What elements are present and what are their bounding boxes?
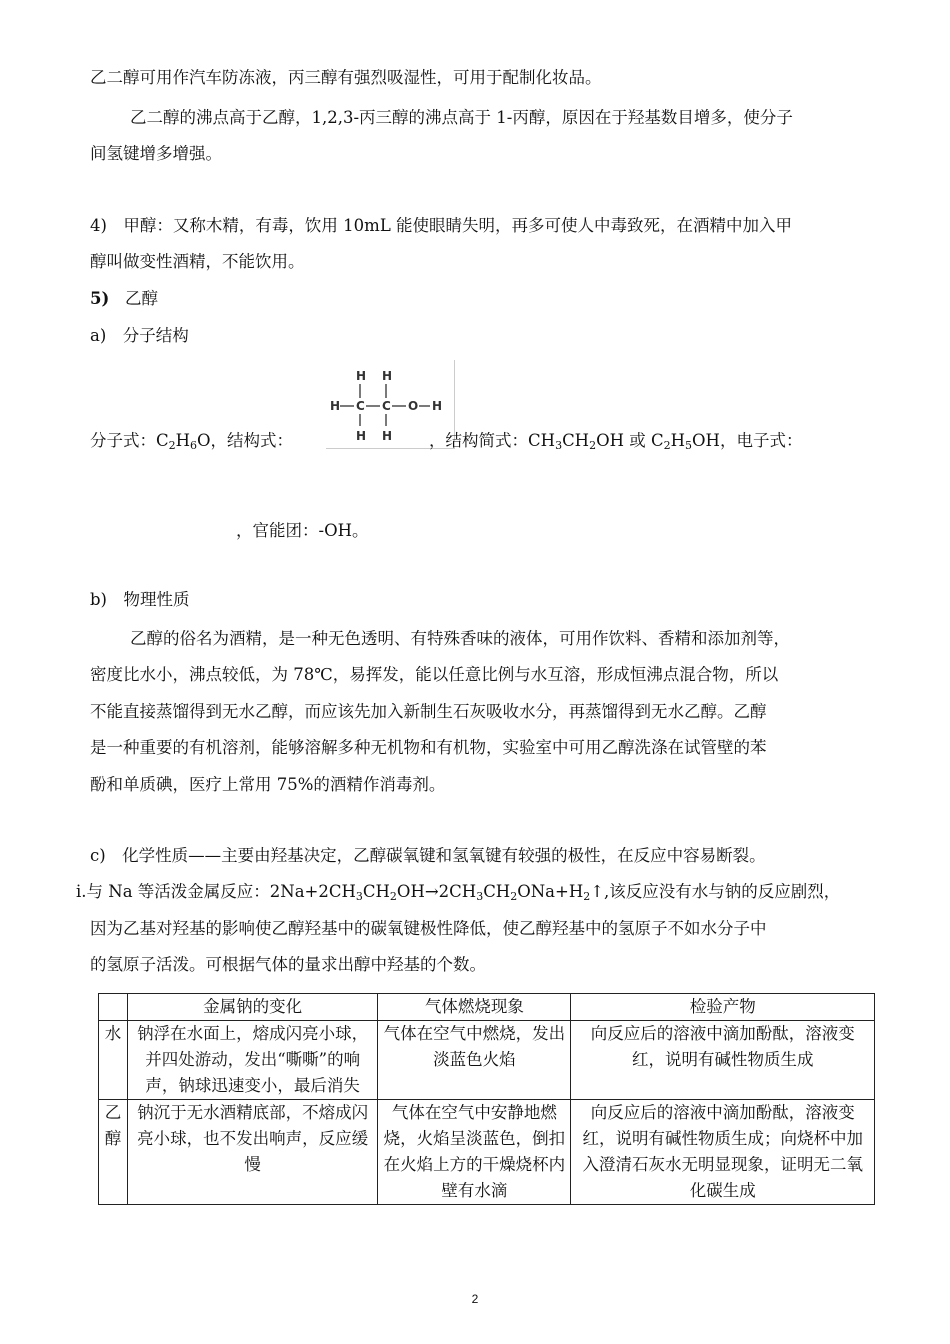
page-number: 2 bbox=[471, 1292, 479, 1306]
condensed-formula: $CH_3CH_2OH$ 或 $C_2H_5OH$ bbox=[528, 431, 720, 452]
molecular-formula: $C_2H_6O$ bbox=[156, 431, 211, 452]
heading-number: 5) bbox=[90, 289, 110, 308]
methanol-line2: 醇叫做变性酒精，不能饮用。 bbox=[90, 252, 305, 271]
table-header-cell: 检验产物 bbox=[571, 994, 875, 1021]
paragraph-boiling-line1: 乙二醇的沸点高于乙醇，1,2,3-丙三醇的沸点高于 1-丙醇，原因在于羟基数目增多，使分子 bbox=[130, 108, 793, 127]
table-cell: 钠沉于无水酒精底部，不熔成闪亮小球，也不发出响声，反应缓慢 bbox=[127, 1100, 377, 1205]
table-header-cell: 气体燃烧现象 bbox=[378, 994, 571, 1021]
molecular-formula-label: 分子式： bbox=[90, 431, 156, 450]
formula-line bbox=[90, 423, 802, 459]
paragraph-boiling-line2: 间氢键增多增强。 bbox=[90, 144, 222, 163]
table-cell: 钠浮在水面上，熔成闪亮小球，并四处游动，发出“嘶嘶”的响声，钠球迅速变小，最后消失 bbox=[127, 1021, 377, 1100]
reaction-explain-1: 因为乙基对羟基的影响使乙醇羟基中的碳氧键极性降低，使乙醇羟基中的氢原子不如水分子中 bbox=[90, 919, 767, 938]
table-cell: 向反应后的溶液中滴加酚酞，溶液变红，说明有碱性物质生成；向烧杯中加入澄清石灰水无明显现象，证明无二氧化碳生成 bbox=[571, 1100, 875, 1205]
phys-line-3: 不能直接蒸馏得到无水乙醇，而应该先加入新制生石灰吸收水分，再蒸馏得到无水乙醇。乙醇 bbox=[90, 702, 767, 721]
condensed-formula-label: ，结构简式： bbox=[429, 431, 529, 450]
table-cell: 向反应后的溶液中滴加酚酞，溶液变红，说明有碱性物质生成 bbox=[571, 1021, 875, 1100]
table-cell: 气体在空气中燃烧，发出淡蓝色火焰 bbox=[378, 1021, 571, 1100]
subsection-physical: b) 物理性质 bbox=[90, 590, 190, 609]
methanol-line1: 4) 甲醇：又称木精，有毒，饮用 10mL 能使眼睛失明，再多可使人中毒致死，在酒精中加入甲 bbox=[90, 216, 793, 235]
table-row bbox=[99, 1100, 875, 1205]
atom-c-1: C bbox=[356, 399, 365, 413]
atom-h-bottom-1: H bbox=[356, 429, 367, 443]
functional-group: ，官能团：-OH。 bbox=[236, 521, 369, 540]
section-heading-ethanol bbox=[90, 281, 158, 317]
table-header-row bbox=[99, 994, 875, 1021]
atom-h-top-1: H bbox=[356, 369, 367, 383]
comparison-table bbox=[98, 993, 875, 1205]
table-cell: 气体在空气中安静地燃烧，火焰呈淡蓝色，倒扣在火焰上方的干燥烧杯内壁有水滴 bbox=[378, 1100, 571, 1205]
table-row-label: 水 bbox=[99, 1021, 128, 1100]
phys-line-5: 酚和单质碘，医疗上常用 75%的酒精作消毒剂。 bbox=[90, 775, 446, 794]
atom-h-bottom-2: H bbox=[382, 429, 393, 443]
paragraph-glycol-uses: 乙二醇可用作汽车防冻液，丙三醇有强烈吸湿性，可用于配制化妆品。 bbox=[90, 68, 602, 87]
subsection-structure: a) 分子结构 bbox=[90, 326, 189, 345]
table-header-cell bbox=[99, 994, 128, 1021]
table-header-cell: 金属钠的变化 bbox=[127, 994, 377, 1021]
atom-c-2: C bbox=[382, 399, 391, 413]
atom-h-top-2: H bbox=[382, 369, 393, 383]
phys-line-2: 密度比水小，沸点较低，为 78℃，易挥发，能以任意比例与水互溶，形成恒沸点混合物，所以 bbox=[90, 665, 779, 684]
phys-line-1: 乙醇的俗名为酒精，是一种无色透明、有特殊香味的液体，可用作饮料、香精和添加剂等， bbox=[130, 629, 790, 648]
reaction-explain-2: 的氢原子活泼。可根据气体的量求出醇中羟基的个数。 bbox=[90, 955, 486, 974]
table-row-label: 乙醇 bbox=[99, 1100, 128, 1205]
phys-line-4: 是一种重要的有机溶剂，能够溶解多种无机物和有机物，实验室中可用乙醇洗涤在试管壁的苯 bbox=[90, 738, 767, 757]
table-row bbox=[99, 1021, 875, 1100]
atom-h-left: H bbox=[330, 399, 341, 413]
electron-formula-label: ，电子式： bbox=[719, 431, 803, 450]
reaction-line: i.与 Na 等活泼金属反应：$2Na+2CH_3CH_2OH\to 2CH_3CH_2ONa+H_2↑$,该反应没有水与钠的反应剧烈， bbox=[76, 882, 841, 903]
atom-o: O bbox=[408, 399, 419, 413]
heading-text: 乙醇 bbox=[125, 289, 159, 308]
subsection-chemical: c) 化学性质——主要由羟基决定，乙醇碳氧键和氢氧键有较强的极性，在反应中容易断裂。 bbox=[90, 846, 766, 865]
atom-h-right: H bbox=[432, 399, 443, 413]
structural-formula-label: ，结构式： bbox=[210, 431, 294, 450]
